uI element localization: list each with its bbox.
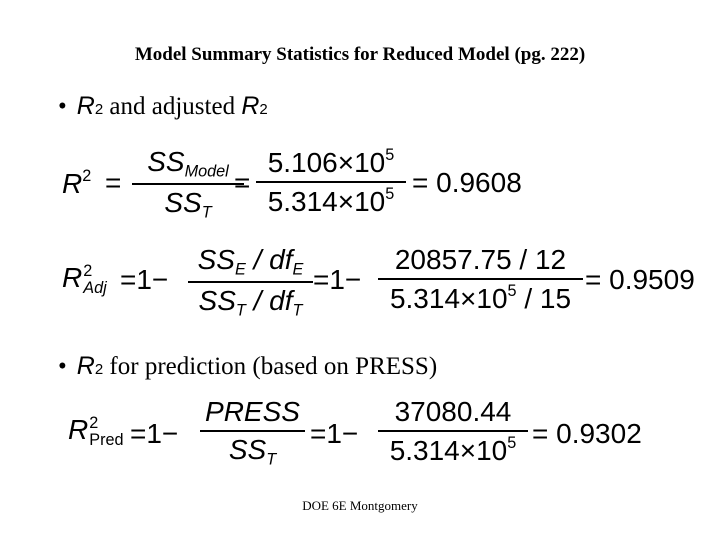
r-exponent: 2 (94, 101, 104, 118)
r-exponent: 2 (94, 361, 104, 378)
eq1-equals: = (105, 167, 122, 198)
bullet-icon: • (58, 353, 67, 380)
eq2-result: = 0.9509 (585, 264, 695, 295)
r-symbol: R (76, 352, 95, 380)
bullet-icon: • (58, 93, 67, 120)
eq3-fraction-symbolic: PRESS SST (200, 396, 305, 469)
eq2-fraction-symbolic: SSE / dfE SST / dfT (188, 244, 313, 321)
r-symbol-2: R (241, 92, 260, 120)
eq2-equals: =1− (120, 264, 169, 295)
eq3-result: = 0.9302 (532, 418, 642, 449)
eq2-fraction-numeric: 20857.75 / 12 $5.314\times 10^5 / 15$ (378, 244, 583, 315)
eq1-lhs: $R^2$ (62, 167, 92, 199)
eq2-lhs: R2 Adj (62, 261, 107, 297)
bullet1-text: and adjusted (103, 93, 242, 120)
footer: DOE 6E Montgomery (302, 498, 418, 513)
eq1-fraction-numeric: $5.106\times 10^5$ $5.314\times 10^5$ (256, 146, 406, 218)
eq1-equals-2: = (234, 167, 251, 198)
eq3-fraction-numeric: 37080.44 $5.314\times 10^5$ (378, 396, 528, 467)
slide-title: Model Summary Statistics for Reduced Model (pg. 222) (134, 44, 586, 65)
eq3-equals: =1− (130, 418, 179, 449)
bullet-r2-adjusted (58, 92, 268, 121)
eq1-result: = 0.9608 (412, 167, 522, 198)
eq1-fraction-symbolic: SSModel SST (132, 146, 244, 223)
eq3-lhs: R2 Pred (68, 413, 124, 449)
eq2-equals-2: =1− (313, 264, 362, 295)
bullet2-text: for prediction (based on PRESS) (103, 353, 438, 380)
r-symbol: R (76, 92, 95, 120)
eq3-equals-2: =1− (310, 418, 359, 449)
bullet-r2-prediction (58, 352, 437, 381)
r-exponent-2: 2 (259, 101, 268, 118)
